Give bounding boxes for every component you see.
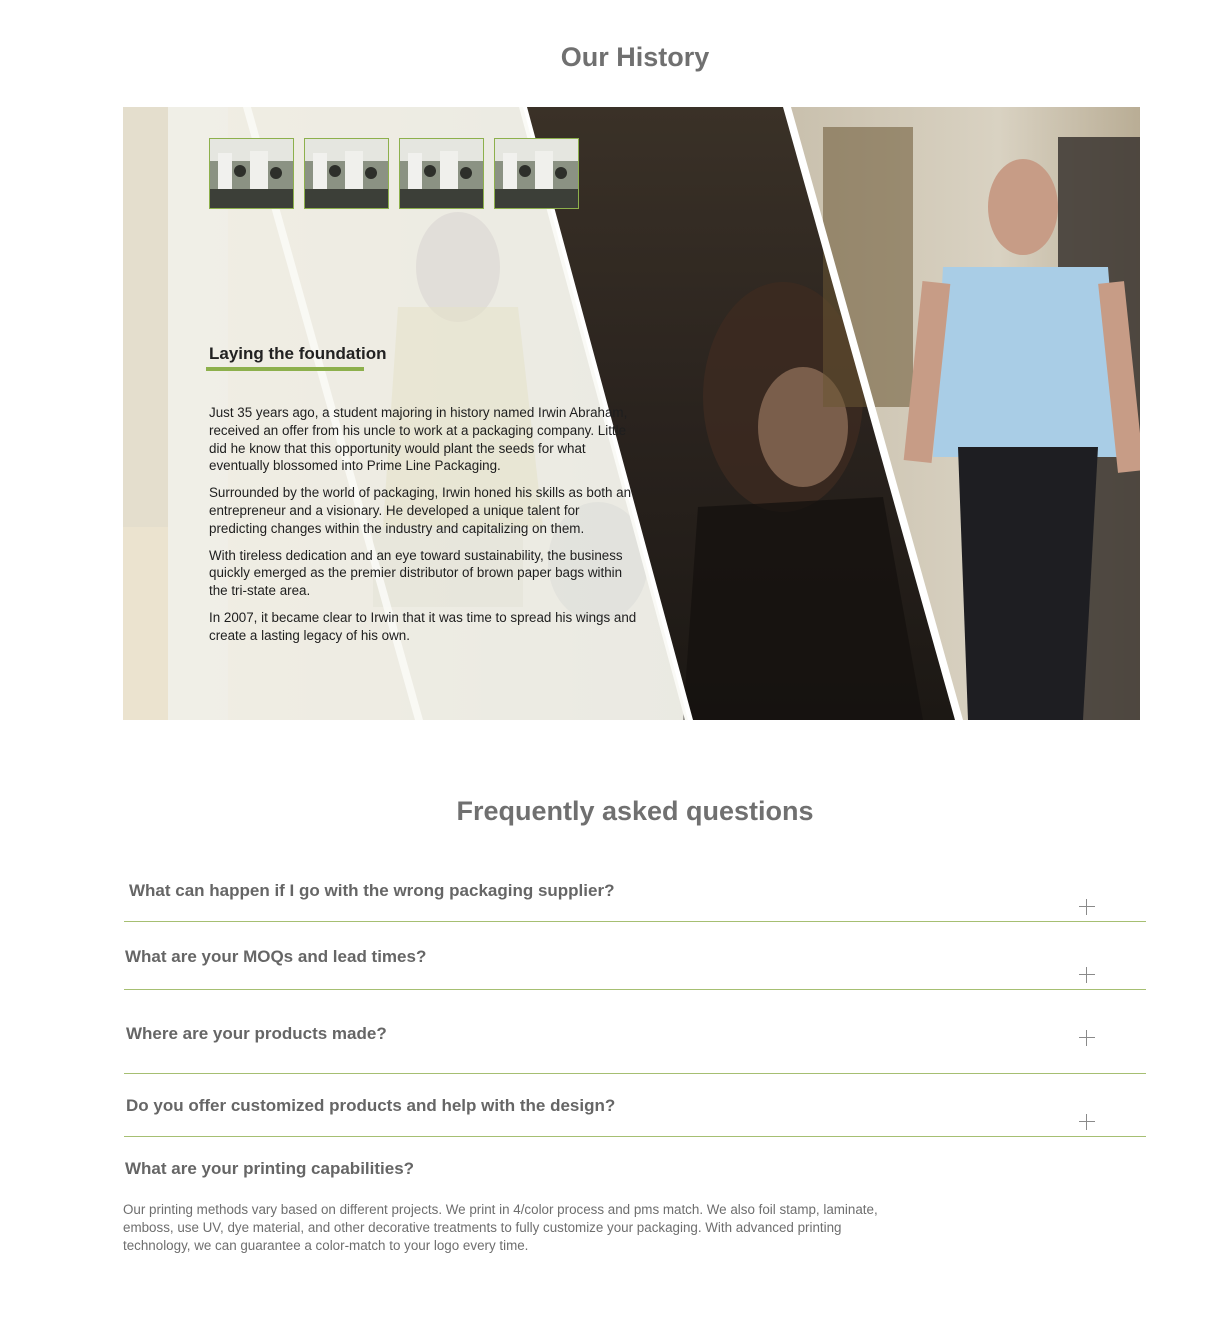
faq-divider <box>124 921 1146 922</box>
expand-plus-icon[interactable] <box>1079 1030 1095 1046</box>
faq-question[interactable]: Do you offer customized products and help with the design? <box>126 1096 616 1115</box>
history-thumbnail[interactable] <box>494 138 579 209</box>
faq-answer: Our printing methods vary based on different projects. We print in 4/color process and pms match. We also foil stamp, laminate, emboss, use UV, dye material, and other decorative treatments to fully customize your packaging. With advanced printing technology, we can guarantee a color-match to your logo every time. <box>123 1202 878 1253</box>
story-body <box>209 404 641 654</box>
expand-plus-icon[interactable] <box>1079 899 1095 915</box>
history-thumbnail[interactable] <box>399 138 484 209</box>
faq-section-title: Frequently asked questions <box>456 796 814 826</box>
faq-question[interactable]: What can happen if I go with the wrong packaging supplier? <box>129 881 615 900</box>
story-paragraph: Surrounded by the world of packaging, Irwin honed his skills as both an entrepreneur and a visionary. He developed a unique talent for predicting changes within the industry and capitalizing on them. <box>209 485 632 536</box>
faq-divider <box>124 1136 1146 1137</box>
story-paragraph: With tireless dedication and an eye toward sustainability, the business quickly emerged as the premier distributor of brown paper bags within the tri-state area. <box>209 547 623 599</box>
history-thumbnail[interactable] <box>304 138 389 209</box>
faq-question[interactable]: Where are your products made? <box>126 1024 387 1043</box>
history-banner <box>123 107 1140 720</box>
faq-question[interactable]: What are your printing capabilities? <box>125 1159 415 1178</box>
faq-question[interactable]: What are your MOQs and lead times? <box>125 947 427 966</box>
history-section-title: Our History <box>560 42 710 72</box>
faq-divider <box>124 989 1146 990</box>
story-paragraph: Just 35 years ago, a student majoring in history named Irwin Abraham, received an offer from his uncle to work at a packaging company. Little did he know that this opportunity would plant the seeds for what eventually blossomed into Prime Line Packaging. <box>209 405 628 474</box>
story-heading-underline <box>206 367 364 371</box>
expand-plus-icon[interactable] <box>1079 1114 1095 1130</box>
expand-plus-icon[interactable] <box>1079 967 1095 983</box>
history-thumbnail[interactable] <box>209 138 294 209</box>
story-heading: Laying the foundation <box>209 344 387 363</box>
faq-divider <box>124 1073 1146 1074</box>
story-paragraph: In 2007, it became clear to Irwin that it was time to spread his wings and create a lasting legacy of his own. <box>209 609 637 643</box>
